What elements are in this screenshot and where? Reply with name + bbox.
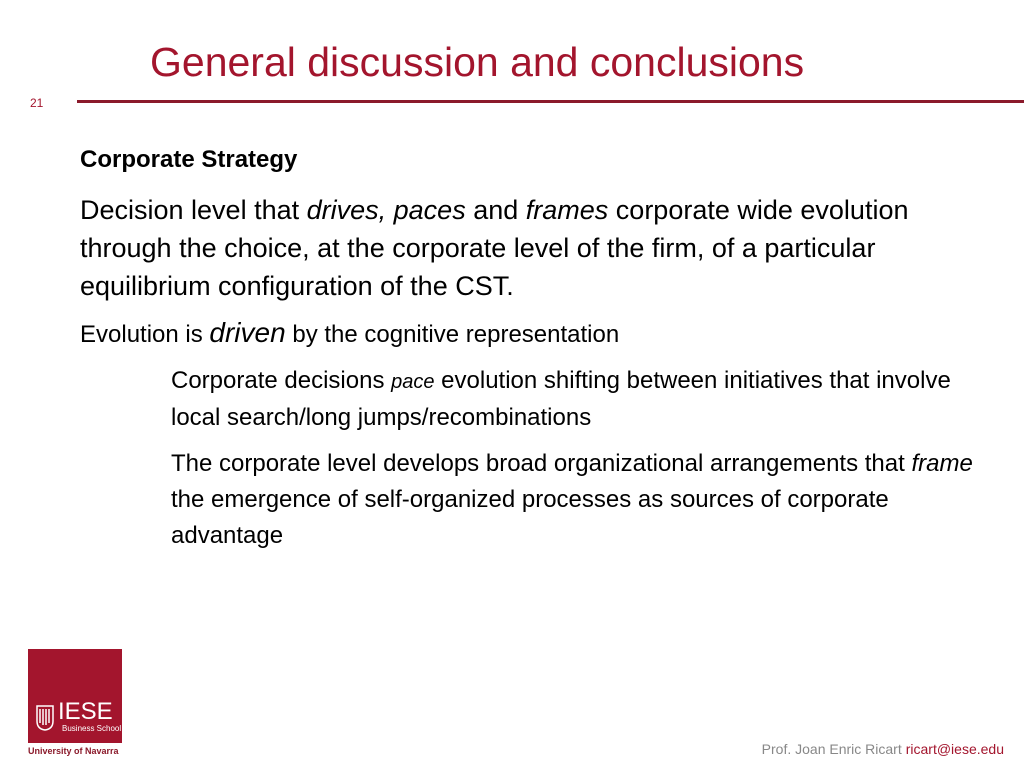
text-run: by the cognitive representation [285,321,620,349]
slide-title: General discussion and conclusions [150,39,805,85]
definition-paragraph [80,191,1000,305]
footer-email-link[interactable]: ricart@iese.edu [905,741,1004,757]
title-divider [77,100,1024,103]
text-run: corporate wide evolution through the choice, at the corporate level of the firm, of a particular equilibrium configuration of the CST. [80,195,909,302]
evolution-paragraph [80,317,1000,351]
footer [762,741,1004,757]
iese-logo [28,649,122,743]
iese-shield-icon [36,705,54,731]
text-run: Corporate decisions [171,367,392,395]
italic-run: frames [525,195,609,226]
italic-run: pace [391,371,435,394]
text-run: and [465,195,526,226]
italic-run: frame [911,450,973,478]
logo-subtitle: Business School [62,724,122,733]
text-run: Evolution is [80,321,210,349]
logo-caption: University of Navarra [28,746,119,756]
text-run: evolution shifting between initiatives that involve local search/long jumps/recombinations [171,367,951,432]
footer-author: Prof. Joan Enric Ricart [761,741,902,757]
sub-point-frame [171,446,991,554]
italic-run: driven [209,317,286,349]
text-run: the emergence of self-organized processes as sources of corporate advantage [171,486,889,550]
sub-point-pace [171,363,991,436]
text-run: The corporate level develops broad organizational arrangements that [171,450,912,478]
italic-run: drives, paces [306,195,466,226]
logo-name: IESE [58,698,113,725]
slide-content [80,144,1000,564]
section-heading: Corporate Strategy [80,146,298,173]
text-run: Decision level that [80,195,307,226]
slide-number: 21 [30,96,44,110]
